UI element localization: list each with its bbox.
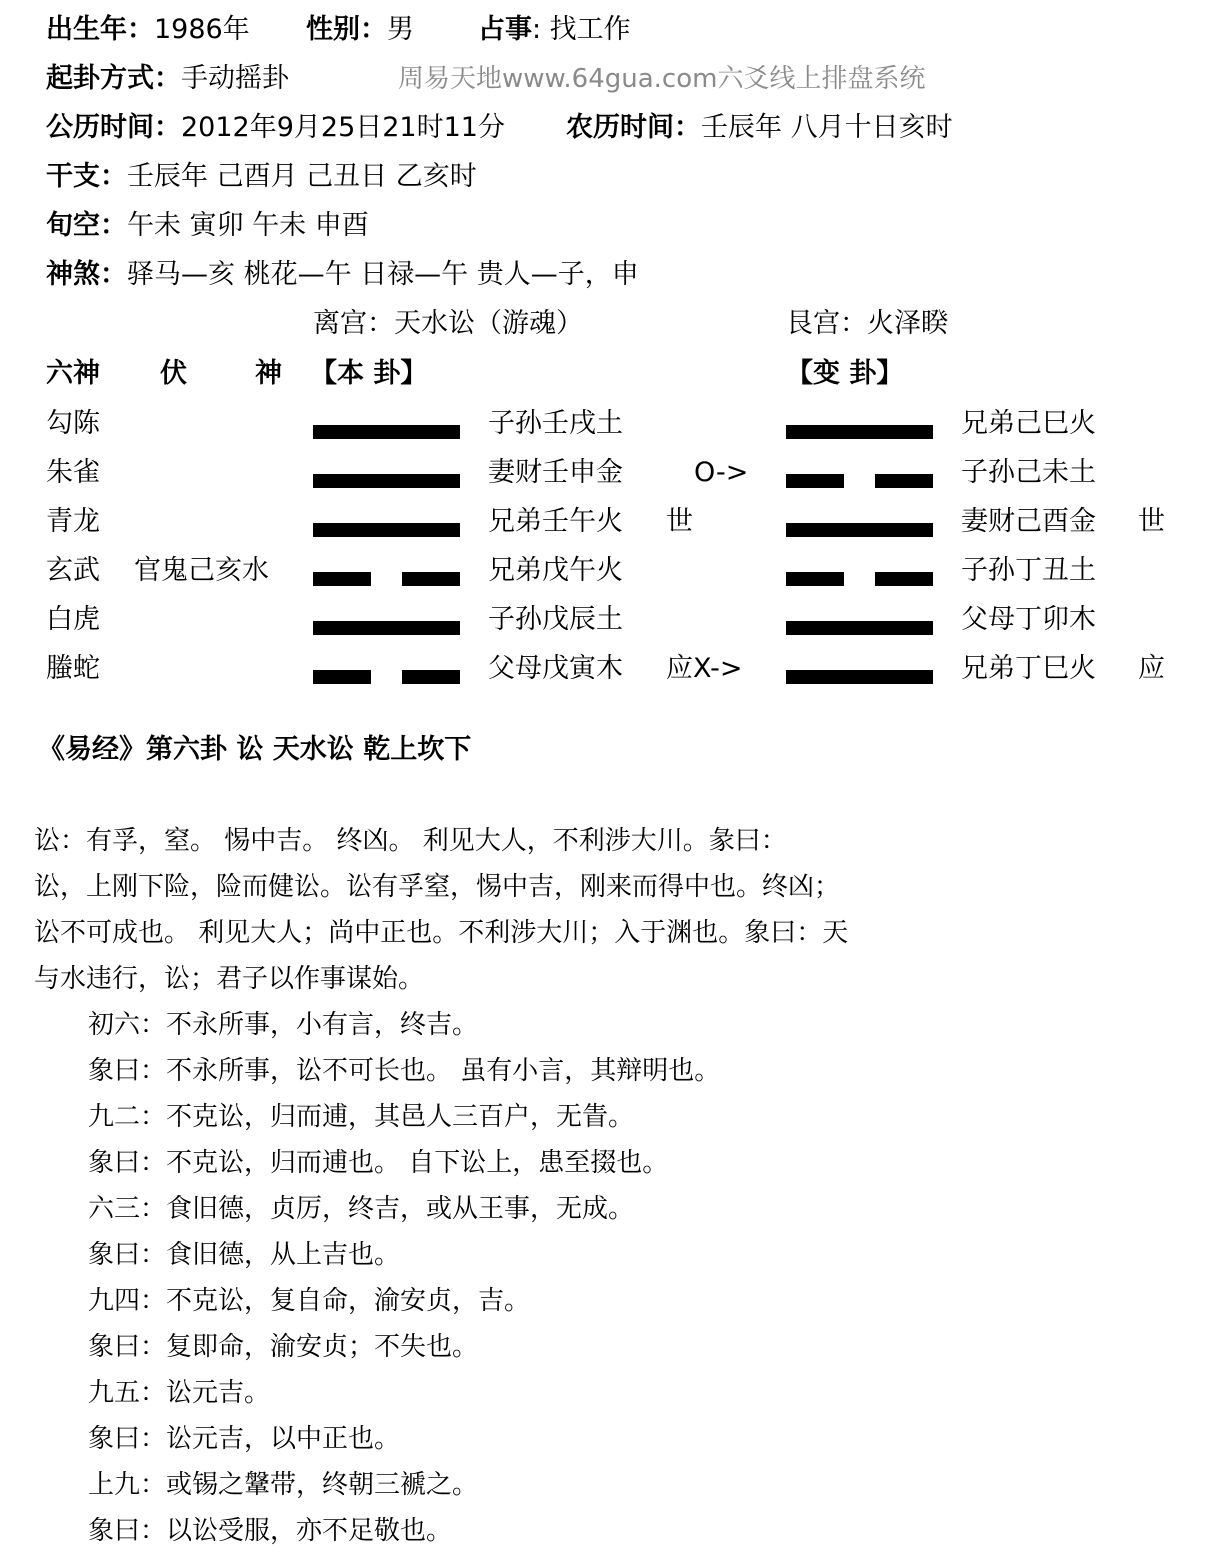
- gender-value: 男: [387, 14, 414, 45]
- ganzhi-value: 壬辰年 己酉月 己丑日 乙亥时: [127, 161, 477, 192]
- ganzhi-row: [46, 157, 477, 197]
- matter-row: [478, 10, 631, 50]
- method-value: 手动摇卦: [181, 63, 289, 94]
- bian-text: 子孙己未土: [961, 457, 1096, 488]
- bian-yao-yang: [786, 670, 933, 684]
- yijing-paragraph-line: 讼：有孚，窒。 惕中吉。 终凶。 利见大人，不利涉大川。彖曰：: [34, 826, 787, 856]
- ben-text: 子孙戊辰土: [488, 604, 623, 635]
- yao-line-text: 初六：不永所事，小有言，终吉。: [88, 1010, 479, 1040]
- bian-yao-yin: [786, 572, 933, 586]
- ben-text: 子孙壬戌土: [488, 408, 623, 439]
- liushen: 玄武: [46, 555, 100, 586]
- ben-yao-yin: [313, 572, 460, 586]
- yao-line-text: 上九：或锡之鞶带，终朝三褫之。: [88, 1470, 479, 1500]
- birth-year-row: [46, 10, 250, 50]
- ben-text: 父母戊寅木: [488, 653, 623, 684]
- solar-label: 公历时间：: [46, 112, 181, 143]
- col-liushen: 六神: [46, 358, 100, 389]
- col-shen: 神: [255, 358, 282, 389]
- yao-line-text: 六三：食旧德，贞厉，终吉，或从王事，无成。: [88, 1194, 635, 1224]
- bian-yao-yang: [786, 621, 933, 635]
- ben-palace: 离宫：天水讼（游魂）: [313, 308, 583, 339]
- bian-text: 妻财己酉金: [961, 506, 1096, 537]
- fushen: 官鬼己亥水: [134, 555, 269, 586]
- xiang-line-text: 象曰：不克讼，归而逋也。 自下讼上，患至掇也。: [88, 1148, 669, 1178]
- method-row: [46, 59, 289, 99]
- liushen: 螣蛇: [46, 653, 100, 684]
- liushen: 勾陈: [46, 408, 100, 439]
- ben-text: 妻财壬申金: [488, 457, 623, 488]
- yijing-paragraph-line: 讼，上刚下险，险而健讼。讼有孚窒，惕中吉，刚来而得中也。终凶；: [34, 872, 841, 902]
- xiang-line-text: 象曰：讼元吉，以中正也。: [88, 1424, 401, 1454]
- ben-yao-yang: [313, 523, 460, 537]
- bian-text: 父母丁卯木: [961, 604, 1096, 635]
- xunkong-row: [46, 206, 369, 246]
- ben-yao-yin: [313, 670, 460, 684]
- col-fu: 伏: [160, 358, 187, 389]
- xiang-line-text: 象曰：不永所事，讼不可长也。 虽有小言，其辩明也。: [88, 1056, 721, 1086]
- liushen: 青龙: [46, 506, 100, 537]
- ben-yao-yang: [313, 621, 460, 635]
- xunkong-label: 旬空：: [46, 210, 127, 241]
- gender-label: 性别：: [306, 14, 387, 45]
- watermark: 周易天地www.64gua.com六爻线上排盘系统: [398, 64, 926, 94]
- bian-yao-yin: [786, 474, 933, 488]
- birth-year-value: 1986年: [154, 14, 250, 45]
- method-label: 起卦方式：: [46, 63, 181, 94]
- shensha-value: 驿马—亥 桃花—午 日禄—午 贵人—子，申: [127, 259, 639, 290]
- yijing-paragraph-line: 讼不可成也。 利见大人；尚中正也。不利涉大川；入于渊也。象曰：天: [34, 918, 849, 948]
- moving-mark: O->: [694, 457, 749, 488]
- yao-line-text: 九四：不克讼，复自命，渝安贞，吉。: [88, 1286, 531, 1316]
- birth-year-label: 出生年：: [46, 14, 154, 45]
- matter-label: 占事: [478, 14, 532, 45]
- ying-moving-mark: 应X->: [666, 653, 743, 684]
- ganzhi-label: 干支：: [46, 161, 127, 192]
- shi-mark: 世: [666, 506, 693, 537]
- lunar-row: [566, 108, 953, 148]
- bian-yao-yang: [786, 425, 933, 439]
- xiang-line-text: 象曰：以讼受服，亦不足敬也。: [88, 1516, 453, 1546]
- liushen: 朱雀: [46, 457, 100, 488]
- xiang-line-text: 象曰：食旧德，从上吉也。: [88, 1240, 401, 1270]
- bian-text: 兄弟丁巳火: [961, 653, 1096, 684]
- col-ben: 【本 卦】: [310, 358, 428, 389]
- bian-shi-mark: 世: [1138, 506, 1165, 537]
- liushen: 白虎: [46, 604, 100, 635]
- solar-row: [46, 108, 505, 148]
- gender-row: [306, 10, 414, 50]
- matter-value: : 找工作: [532, 14, 631, 45]
- yao-line-text: 九五：讼元吉。: [88, 1378, 271, 1408]
- bian-text: 子孙丁丑土: [961, 555, 1096, 586]
- bian-text: 兄弟己巳火: [961, 408, 1096, 439]
- ben-yao-yang: [313, 474, 460, 488]
- xiang-line-text: 象曰：复即命，渝安贞；不失也。: [88, 1332, 479, 1362]
- ben-text: 兄弟壬午火: [488, 506, 623, 537]
- ben-text: 兄弟戊午火: [488, 555, 623, 586]
- xunkong-value: 午未 寅卯 午未 申酉: [127, 210, 369, 241]
- bian-ying-mark: 应: [1138, 653, 1165, 684]
- lunar-label: 农历时间：: [566, 112, 701, 143]
- ben-yao-yang: [313, 425, 460, 439]
- shensha-label: 神煞：: [46, 259, 127, 290]
- yijing-paragraph-line: 与水违行，讼；君子以作事谋始。: [34, 964, 425, 994]
- bian-yao-yang: [786, 523, 933, 537]
- yao-line-text: 九二：不克讼，归而逋，其邑人三百户，无眚。: [88, 1102, 635, 1132]
- bian-palace: 艮宫：火泽睽: [786, 308, 948, 339]
- col-bian: 【变 卦】: [786, 358, 904, 389]
- solar-value: 2012年9月25日21时11分: [181, 112, 505, 143]
- lunar-value: 壬辰年 八月十日亥时: [701, 112, 953, 143]
- yijing-title: 《易经》第六卦 讼 天水讼 乾上坎下: [38, 734, 472, 765]
- shensha-row: [46, 255, 639, 295]
